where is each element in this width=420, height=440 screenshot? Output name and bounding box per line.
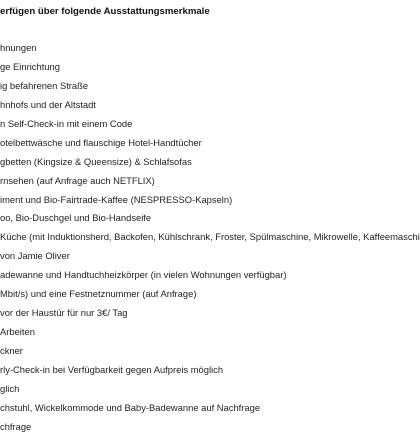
amenities-list (0, 42, 420, 440)
list-item: ig befahrenen Straße (0, 79, 89, 91)
list-item: hnungen (0, 42, 37, 53)
list-item: ckner (0, 345, 23, 356)
list-item: rnsehen (auf Anfrage auch NETFLIX) (0, 174, 155, 186)
list-item: vor der Haustür für nur 3€/ Tag (0, 307, 128, 319)
list-item: Arbeiten (0, 326, 35, 338)
list-item: chstuhl, Wickelkommode und Baby-Badewanne auf Nachfrage (0, 401, 261, 413)
list-item: oo, Bio-Duschgel und Bio-Handseife (0, 212, 152, 224)
list-item: otelbettwäsche und flauschige Hotel-Handtücher (0, 136, 202, 148)
list-item: glich (0, 382, 20, 394)
list-item: ge Einrichtung (0, 60, 60, 72)
list-item: adewanne und Handtuchheizkörper (in vielen Wohnungen verfügbar) (0, 269, 287, 281)
list-item: rly-Check-in bei Verfügbarkeit gegen Aufpreis möglich (0, 363, 224, 375)
list-item: Küche (mit Induktionsherd, Backofen, Kühlschrank, Froster, Spülmaschine, Mikrowelle, Kaffeemaschi (0, 231, 420, 243)
list-item: hnhofs und der Altstadt (0, 98, 96, 110)
list-item: gbetten (Kingsize & Queensize) & Schlafsofas (0, 155, 192, 167)
list-item: iment und Bio-Fairtrade-Kaffee (NESPRESSO-Kapseln) (0, 193, 233, 205)
amenities-heading: erfügen über folgende Ausstattungsmerkmale (0, 6, 210, 17)
list-item: Mbit/s) und eine Festnetznummer (auf Anfrage) (0, 288, 197, 300)
list-item: n Self-Check-in mit einem Code (0, 117, 133, 129)
list-item: von Jamie Oliver (0, 250, 70, 262)
list-item: chfrage (0, 420, 32, 432)
